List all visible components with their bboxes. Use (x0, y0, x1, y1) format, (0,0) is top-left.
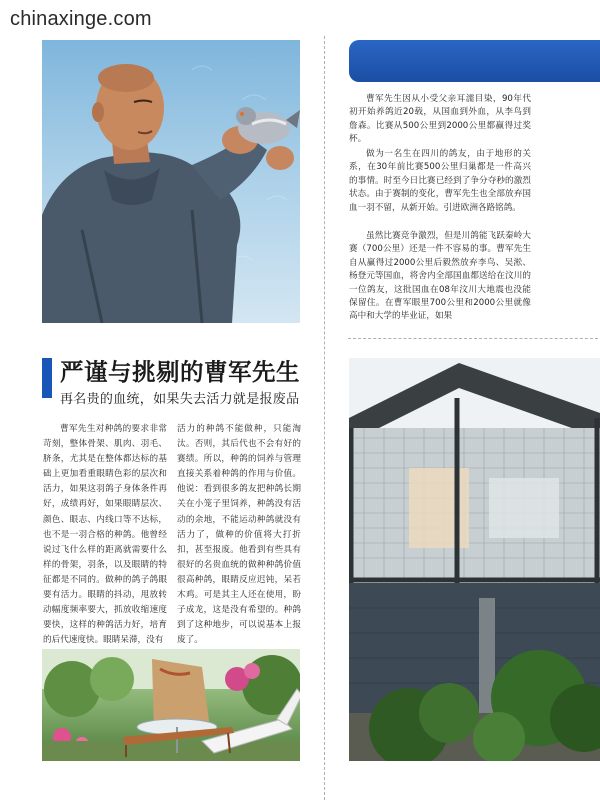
body-column-2: 活力的种鸽不能做种，只能淘汰。否则，其后代也不会有好的赛绩。所以，种鸽的饲养与管理直接关系着种鸽的作用与价值。他说：看到很多鸽友把种鸽长期关在小笼子里饲养，种鸽没有活动的余地，不能运动种鸽就没有活力了，做种的价值将大打折扣，甚至报废。他看到有些具有很好的名贵血统的做种种鸽价值很高种鸽，眼睛反应迟钝，呆若木鸡。可是其主人还在使用，盼子成龙，这是没有希望的。种鸽到了这种地步，可以说基本上报废了。 (177, 424, 301, 646)
column-divider (324, 36, 325, 800)
right-paragraph-3: 虽然比赛竞争激烈，但是川鸽能飞跃秦岭大赛（700公里）还是一件不容易的事。曹军先生自从赢得过2000公里后毅然放弃李鸟、吴淞、杨登元等国血，将舍内全部国血都送给在汶川的一位鸽友，这批国血在08年汶川大地震也没能保留住。在曹军眼里700公里和2000公里就像高中和大学的毕业证，如果 (349, 231, 531, 322)
article-subtitle: 再名贵的血统，如果失去活力就是报废品 (60, 392, 300, 407)
photo-pigeon-loft (349, 358, 600, 761)
photo-garden-illustration (42, 649, 300, 761)
title-accent-bar (42, 358, 52, 398)
right-paragraph-2: 做为一名生在四川的鸽友，由于地形的关系，在30年前比赛500公里归巢都是一件高兴的事情。时至今日比赛已经到了争分夺秒的激烈状态。由于赛制的变化，曹军先生也全部放弃国血一羽不留，从新开始。引进欧洲各路铭鸽。 (349, 149, 531, 213)
photo-man-holding-pigeon (42, 40, 300, 323)
right-paragraph-1: 曹军先生因从小受父亲耳濡目染，90年代初开始养鸽近20载，从国血到外血，从李鸟到詹森。比赛从500公里到2000公里都赢得过奖杯。 (349, 94, 531, 145)
article-title: 严谨与挑剔的曹军先生 (60, 358, 300, 386)
section-divider (348, 338, 598, 339)
body-column-1: 曹军先生对种鸽的要求非常苛刻，整体骨架、肌肉、羽毛、脐条，尤其是在整体都达标的基础上更加看重眼睛色彩的层次和活力，如果这羽鸽子身体条件再好，成绩再好，如果眼睛层次、颜色、眼志、内线口等不达标，也不是一羽合格的种鸽。他曾经说过飞什么样的距离就需要什么样的骨架，羽条，以及眼睛的特征都是不同的。做种的鸽子鸽眼要有活力。眼睛的抖动，甩放转动幅度频率要大，抓放收缩速度要快，这样的种鸽活力好，培育的后代速度快。眼睛呆滞，没有 (43, 424, 167, 646)
photo-man-illustration (42, 40, 300, 323)
watermark: chinaxinge.com (10, 8, 152, 30)
photo-loft-illustration (349, 358, 600, 761)
header-bar (349, 40, 600, 82)
photo-garden-terrace (42, 649, 300, 761)
